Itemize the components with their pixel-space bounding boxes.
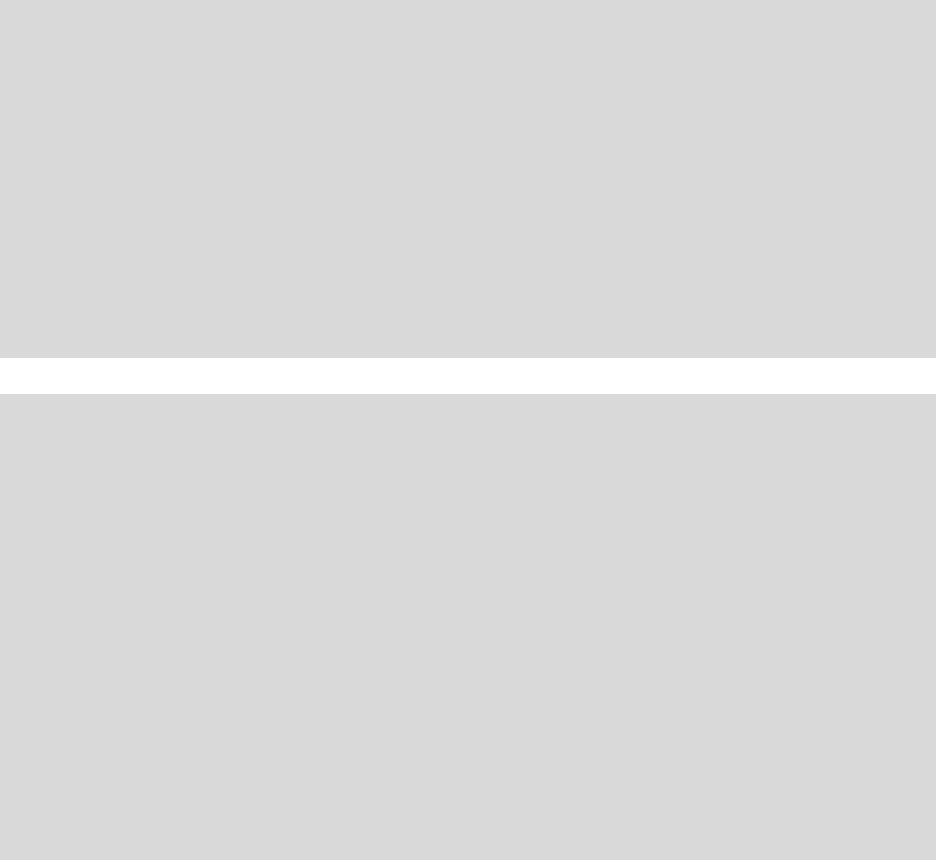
top-table-background xyxy=(0,0,936,358)
bottom-table-background xyxy=(0,394,936,860)
